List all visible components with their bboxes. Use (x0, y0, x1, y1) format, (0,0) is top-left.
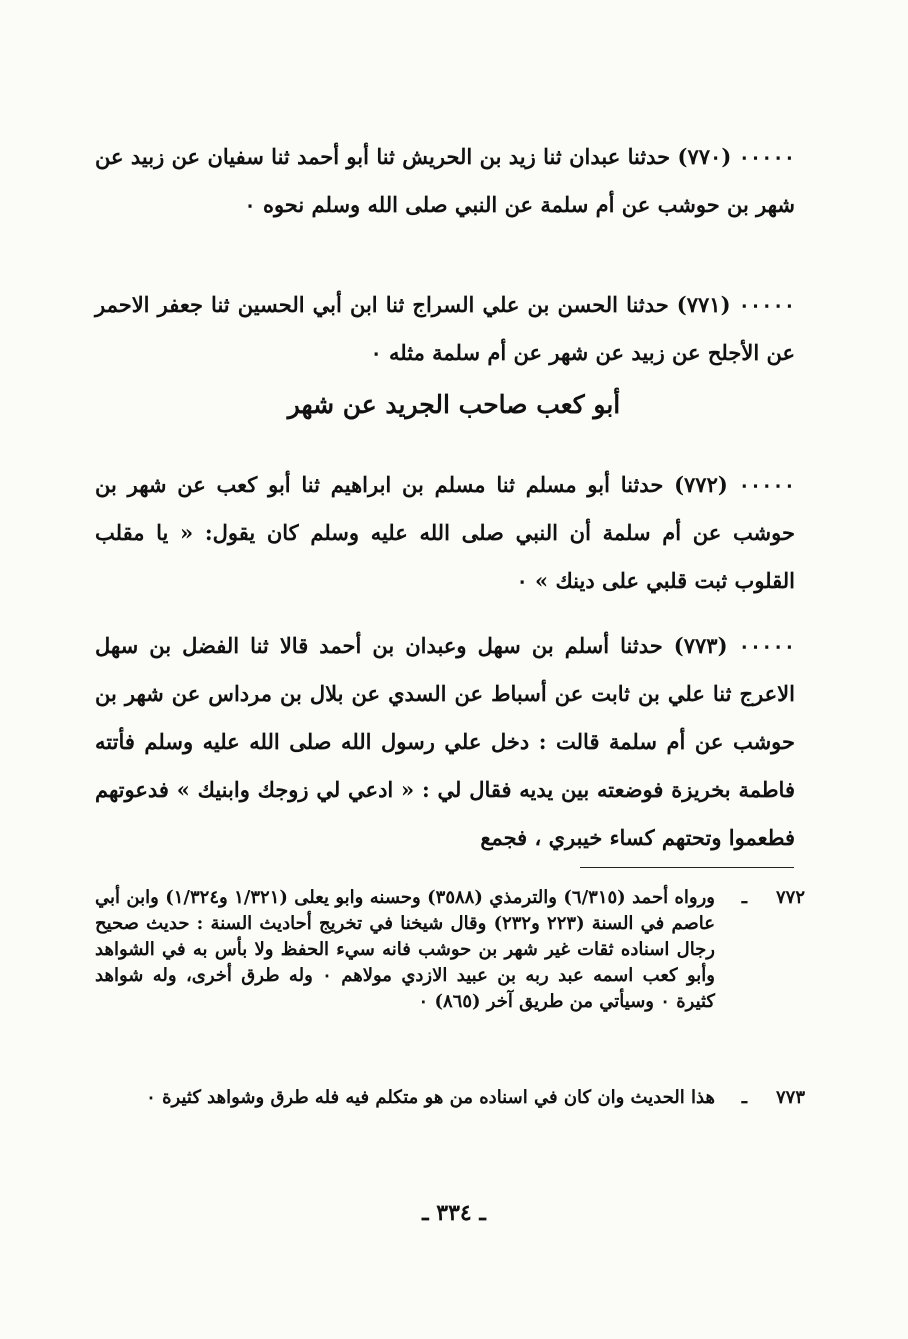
footnote-773 (95, 1085, 805, 1111)
footnote-number: ٧٧٢ (775, 887, 805, 908)
footnote-dash: ـ (741, 887, 747, 908)
footnote-772 (95, 885, 805, 1015)
section-title: أبو كعب صاحب الجريد عن شهر (287, 390, 621, 419)
footnote-text: ورواه أحمد (٦/٣١٥) والترمذي (٣٥٨٨) وحسنه وابو يعلى (١/٣٢١ و١/٣٢٤) وابن أبي عاصم في السنة (٢٢٣ و٢٣٢) وقال شيخنا في تخريج أحاديث السنة : حديث صحيح رجال اسناده ثقات غير شهر بن حوشب فانه سيء الحفظ ولا بأس به في الشواهد وأبو كعب اسمه عبد ربه بن عبيد الازدي مولاهم ٠ وله طرق أخرى، وله شواهد كثيرة ٠ وسيأتي من طريق آخر (٨٦٥) ٠ (95, 887, 715, 1012)
page-number: ـ ٣٣٤ ـ (422, 1200, 486, 1226)
hadith-772: ٠٠٠٠٠ (٧٧٢) حدثنا أبو مسلم ثنا مسلم بن ابراهيم ثنا أبو كعب عن شهر بن حوشب عن أم سلمة أن النبي صلى الله عليه وسلم كان يقول: « يا مقلب القلوب ثبت قلبي على دينك » ٠ (95, 472, 795, 593)
hadith-770: ٠٠٠٠٠ (٧٧٠) حدثنا عبدان ثنا زيد بن الحريش ثنا أبو أحمد ثنا سفيان عن زبيد عن شهر بن حوشب عن أم سلمة عن النبي صلى الله وسلم نحوه ٠ (95, 144, 796, 217)
footnote-divider (580, 867, 794, 868)
footnote-number: ٧٧٣ (775, 1087, 805, 1108)
footnote-dash: ـ (741, 1087, 747, 1108)
footnote-text: هذا الحديث وان كان في اسناده من هو متكلم فيه فله طرق وشواهد كثيرة ٠ (146, 1087, 715, 1108)
hadith-773: ٠٠٠٠٠ (٧٧٣) حدثنا أسلم بن سهل وعبدان بن أحمد قالا ثنا الفضل بن سهل الاعرج ثنا علي بن ثابت عن أسباط عن السدي عن بلال بن مرداس عن شهر بن حوشب عن أم سلمة قالت : دخل علي رسول الله صلى الله عليه وسلم فأتته فاطمة بخريزة فوضعته بين يديه فقال لي : « ادعي لي زوجك وابنيك » فدعوتهم فطعموا وتحتهم كساء خيبري ، فجمع (95, 633, 796, 850)
hadith-771: ٠٠٠٠٠ (٧٧١) حدثنا الحسن بن علي السراج ثنا ابن أبي الحسين ثنا جعفر الاحمر عن الأجلح عن زبيد عن شهر عن أم سلمة مثله ٠ (95, 292, 796, 365)
